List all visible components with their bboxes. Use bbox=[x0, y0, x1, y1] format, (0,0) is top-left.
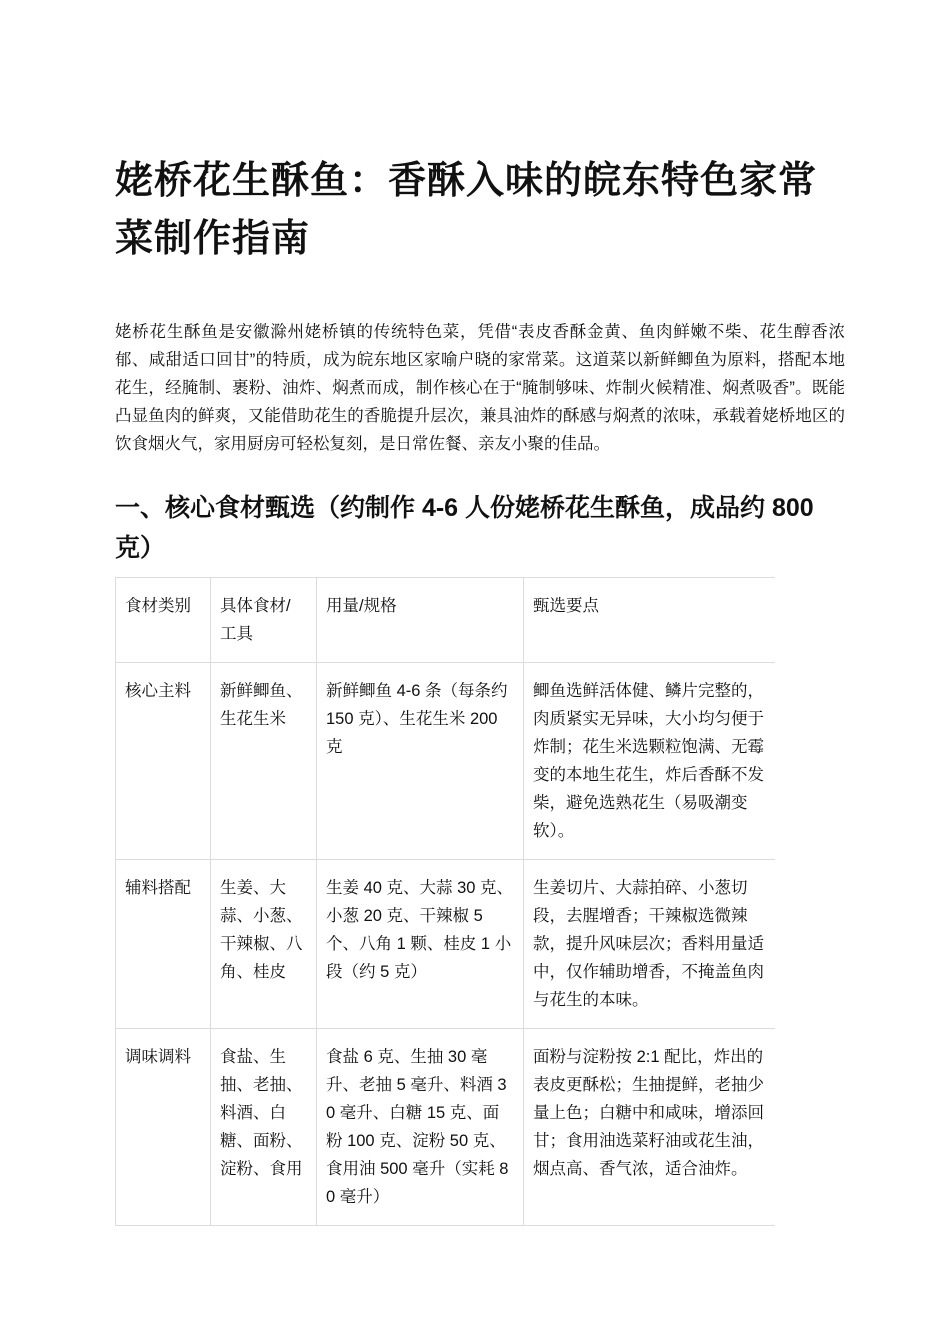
table-header-row bbox=[116, 578, 776, 663]
column-header: 食材类别 bbox=[116, 578, 211, 663]
table-row bbox=[116, 1029, 776, 1226]
table-cell-items: 食盐、生抽、老抽、料酒、白糖、面粉、淀粉、食用 bbox=[211, 1029, 317, 1226]
table-row bbox=[116, 663, 776, 860]
table-cell-amount: 新鲜鲫鱼 4-6 条（每条约 150 克）、生花生米 200 克 bbox=[317, 663, 524, 860]
section-heading-ingredients: 一、核心食材甄选（约制作 4-6 人份姥桥花生酥鱼，成品约 800 克） bbox=[115, 494, 814, 562]
ingredients-table-container bbox=[115, 577, 775, 1227]
table-cell-items: 生姜、大蒜、小葱、干辣椒、八角、桂皮 bbox=[211, 860, 317, 1029]
column-header: 具体食材/工具 bbox=[211, 578, 317, 663]
table-cell-tips: 鲫鱼选鲜活体健、鳞片完整的，肉质紧实无异味，大小均匀便于炸制；花生米选颗粒饱满、无霉变的本地生花生，炸后香酥不发柴，避免选熟花生（易吸潮变软）。 bbox=[524, 663, 776, 860]
table-cell-amount: 食盐 6 克、生抽 30 毫升、老抽 5 毫升、料酒 30 毫升、白糖 15 克、面粉 100 克、淀粉 50 克、食用油 500 毫升（实耗 80 毫升） bbox=[317, 1029, 524, 1226]
table-cell-tips: 生姜切片、大蒜拍碎、小葱切段，去腥增香；干辣椒选微辣款，提升风味层次；香料用量适中，仅作辅助增香，不掩盖鱼肉与花生的本味。 bbox=[524, 860, 776, 1029]
page-title: 姥桥花生酥鱼：香酥入味的皖东特色家常菜制作指南 bbox=[115, 160, 818, 260]
table-cell-category: 辅料搭配 bbox=[116, 860, 211, 1029]
column-header: 用量/规格 bbox=[317, 578, 524, 663]
table-cell-category: 核心主料 bbox=[116, 663, 211, 860]
table-row bbox=[116, 860, 776, 1029]
table-cell-items: 新鲜鲫鱼、生花生米 bbox=[211, 663, 317, 860]
table-cell-category: 调味调料 bbox=[116, 1029, 211, 1226]
table-cell-amount: 生姜 40 克、大蒜 30 克、小葱 20 克、干辣椒 5 个、八角 1 颗、桂皮 1 小段（约 5 克） bbox=[317, 860, 524, 1029]
column-header: 甄选要点 bbox=[524, 578, 776, 663]
intro-paragraph: 姥桥花生酥鱼是安徽滁州姥桥镇的传统特色菜，凭借“表皮香酥金黄、鱼肉鲜嫩不柴、花生醇香浓郁、咸甜适口回甘”的特质，成为皖东地区家喻户晓的家常菜。这道菜以新鲜鲫鱼为原料，搭配本地花生，经腌制、裹粉、油炸、焖煮而成，制作核心在于“腌制够味、炸制火候精准、焖煮吸香”。既能凸显鱼肉的鲜爽，又能借助花生的香脆提升层次，兼具油炸的酥感与焖煮的浓味，承载着姥桥地区的饮食烟火气，家用厨房可轻松复刻，是日常佐餐、亲友小聚的佳品。 bbox=[115, 323, 845, 453]
table-cell-tips: 面粉与淀粉按 2:1 配比，炸出的表皮更酥松；生抽提鲜，老抽少量上色；白糖中和咸味，增添回甘；食用油选菜籽油或花生油，烟点高、香气浓，适合油炸。 bbox=[524, 1029, 776, 1226]
ingredients-table bbox=[115, 577, 775, 1226]
